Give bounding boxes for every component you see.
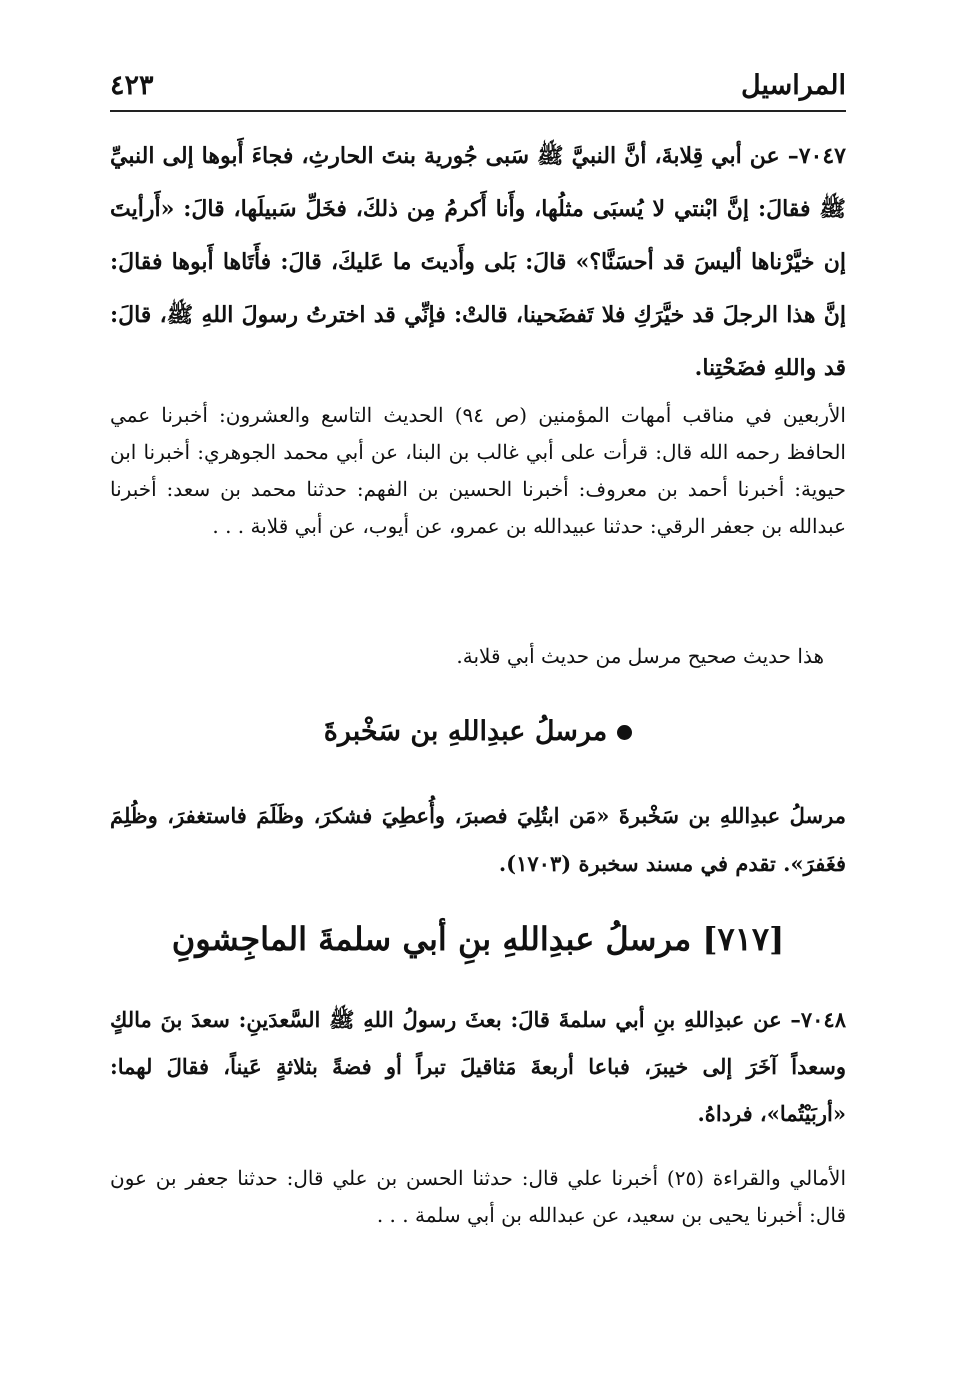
page-number: ٤٢٣ [110, 70, 154, 101]
source-7047: الأربعين في مناقب أمهات المؤمنين (ص ٩٤) الحديث التاسع والعشرون: أخبرنا عمي الحافظ رحمه الله قال: قرأت على أبي غالب بن البنا، عن أبي محمد الجوهري: أخبرنا ابن حيوية: أخبرنا أحمد بن معروف: أخبرنا الحسين بن الفهم: حدثنا محمد بن سعد: أخبرنا عبدالله بن جعفر الرقي: حدثنا عبيدالله بن عمرو، عن أيوب، عن أبي قلابة . . . [110, 403, 846, 538]
page-header [110, 68, 846, 108]
chapter-heading-717: [٧١٧] مرسلُ عبدِاللهِ بنِ أبي سلمةَ الماجِشونِ [171, 920, 785, 958]
bullet-icon [617, 725, 632, 740]
running-title: المراسيل [741, 70, 846, 101]
hadith-7047: ٧٠٤٧– عن أبي قِلابةَ، أنَّ النبيَّ ﷺ سَبى جُورية بنتَ الحارثِ، فجاءَ أَبوها إلى النبيِّ ﷺ فقالَ: إنَّ ابْنتي لا يُسبَى مثلُها، وأَنا أَكرمُ مِن ذلكَ، فخَلِّ سَبيلَها، قالَ: «أَرأيتَ إن خيَّرْناها أليسَ قد أحسَنَّا؟» قالَ: بَلى وأَديتَ ما عَليكَ، قالَ: فأَتَاها أَبوها فقالَ: إنَّ هذا الرجلَ قد خيَّرَكِ فلا تَفضَحينا، قالتْ: فإنِّي قد اخترتُ رسولَ اللهِ ﷺ، قالَ: قد واللهِ فضَحْتِنا. [110, 143, 846, 381]
section-heading-text: مرسلُ عبدِاللهِ بن سَخْبرةَ [323, 716, 608, 747]
section-heading-sakhbara [110, 716, 846, 747]
hadith-7048: ٧٠٤٨– عن عبدِاللهِ بنِ أبي سلمةَ قالَ: بعثَ رسولُ اللهِ ﷺ السَّعدَينِ: سعدَ بنَ مالكٍ وسعداً آخَرَ إلى خيبرَ، فباعا أربعةَ مَثاقيلَ تبراً أو فضةً بثلاثةٍ عَيناً، فقالَ لهما: «أربَيْتُما»، فرداهُ. [110, 1007, 846, 1126]
authenticity-note: هذا حديث صحيح مرسل من حديث أبي قلابة. [456, 644, 824, 668]
sakhbara-text: مرسلُ عبدِاللهِ بن سَخْبرةَ «مَن ابتُلِيَ فصبرَ، وأُعطِيَ فشكرَ، وظَلَمَ فاستغفرَ، وظُلِمَ فغَفرَ». تقدم في مسند سخبرة (١٧٠٣). [110, 803, 846, 876]
header-rule [110, 110, 846, 112]
source-7048: الأمالي والقراءة (٢٥) أخبرنا علي قال: حدثنا الحسن بن علي قال: حدثنا جعفر بن عون قال: أخبرنا يحيى بن سعيد، عن عبدالله بن أبي سلمة . . . [110, 1166, 847, 1227]
